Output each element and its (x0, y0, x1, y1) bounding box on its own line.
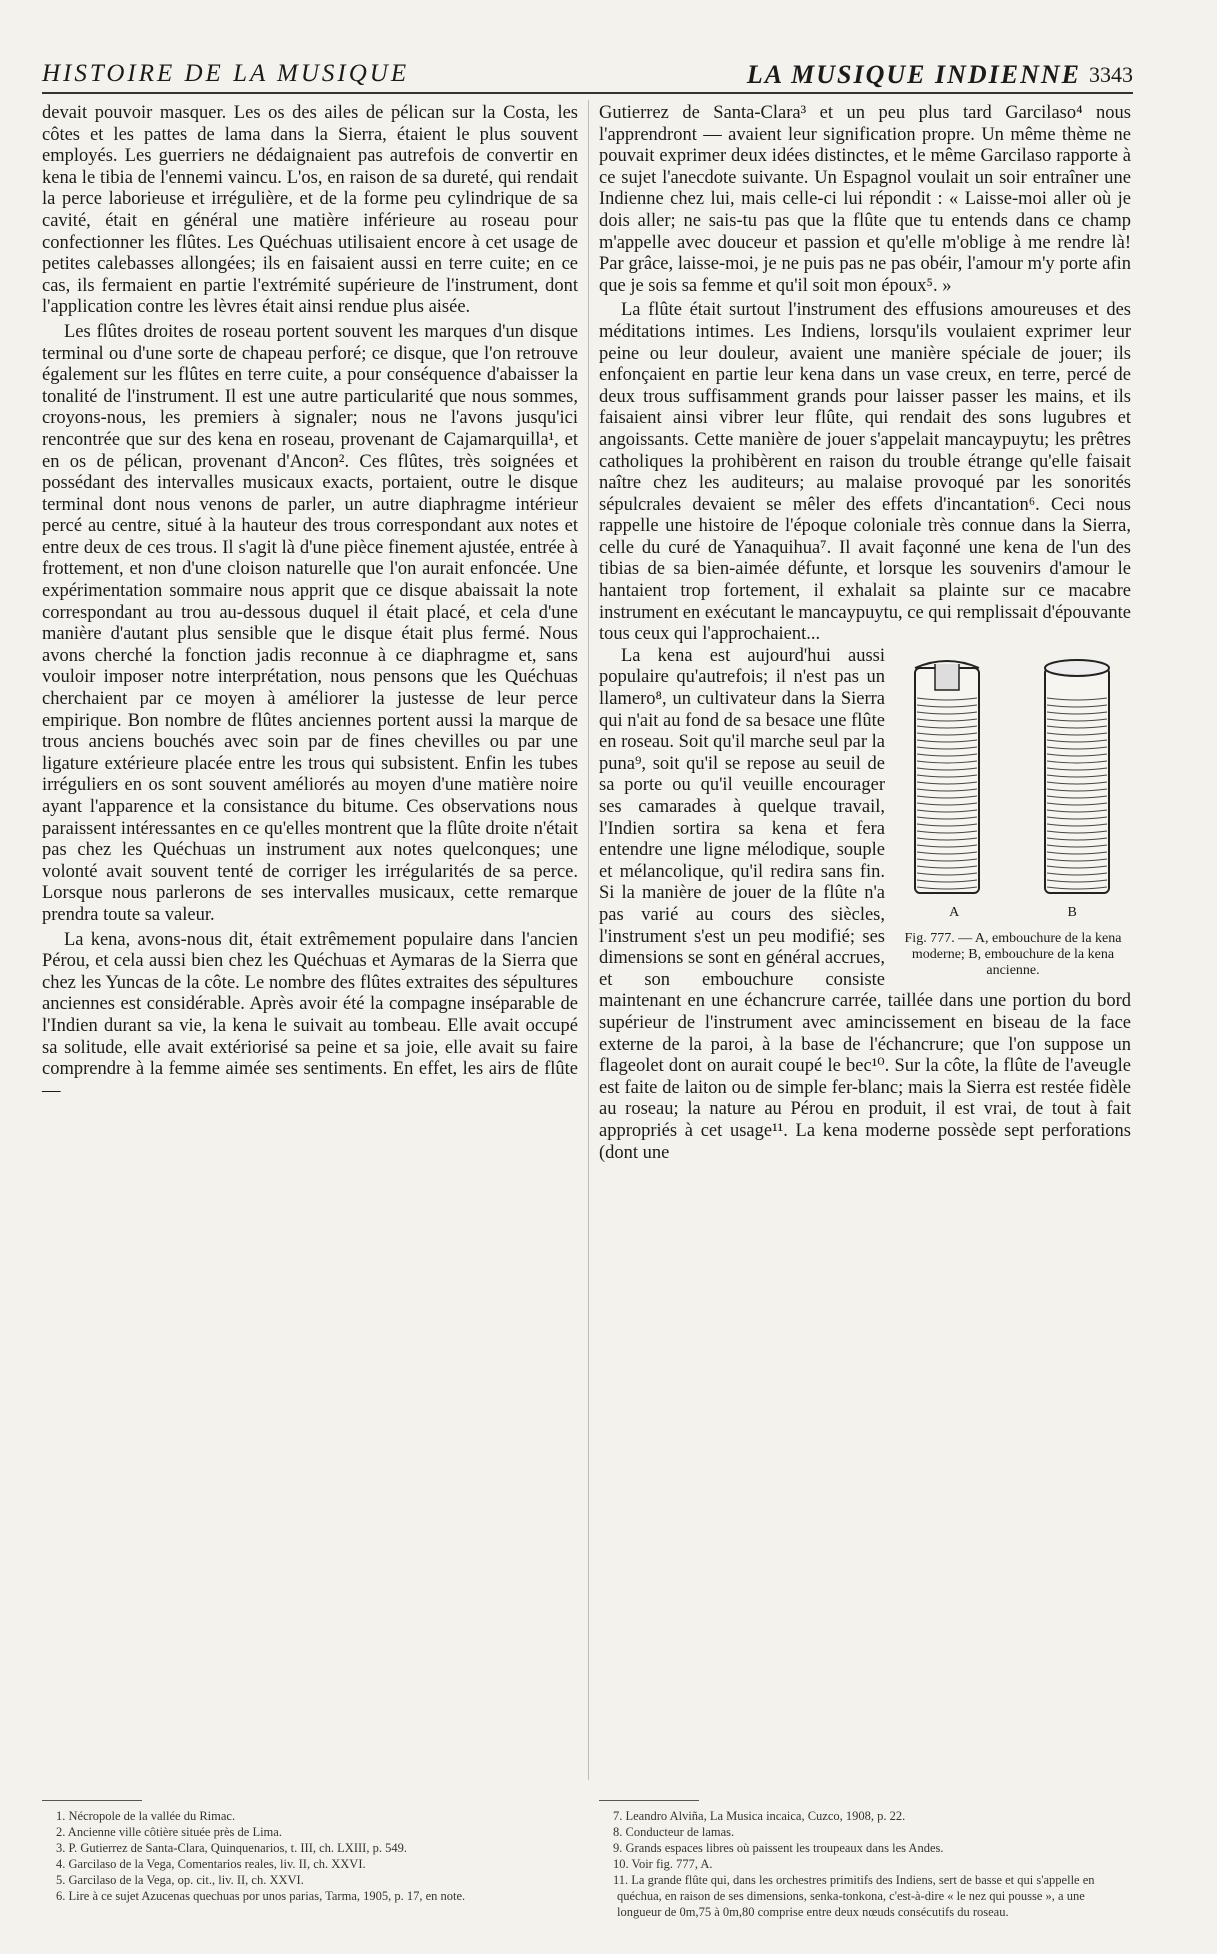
paragraph: devait pouvoir masquer. Les os des ailes de pélican sur la Costa, les côtes et les pattes de lama dans la Sierra, étaient le plus souvent employés. Les guerriers ne dédaignaient pas autrefois de convertir en kena le tibia de l'ennemi vaincu. L'os, en raison de sa dureté, qui rendait la perce laborieuse et irrégulière, et de la forme peu cylindrique de sa cavité, était en général une matière inférieure au roseau pour confectionner les flûtes. Les Quéchuas utilisaient encore à cet usage de petites calebasses allongées; ils en faisaient aussi en terre cuite; en ce cas, ils fermaient en partie l'extrémité supérieure de l'instrument, dont l'application contre les lèvres était ainsi rendue plus aisée. (42, 103, 578, 318)
column-divider (588, 100, 589, 1780)
footnote: 2. Ancienne ville côtière située près de Lima. (56, 1825, 282, 1839)
flute-mouthpieces-illustration (895, 650, 1131, 900)
running-header (42, 60, 1133, 92)
left-column (42, 103, 578, 1102)
footnote: 1. Nécropole de la vallée du Rimac. (56, 1809, 236, 1823)
right-column (599, 103, 1131, 1164)
figure-label-a: A (949, 904, 960, 920)
footnote: 7. Leandro Alviña, La Musica incaica, Cuzco, 1908, p. 22. (613, 1809, 906, 1823)
header-rule (42, 92, 1133, 94)
page-number: 3343 (1089, 62, 1133, 87)
footnotes-left (42, 1808, 572, 1904)
paragraph: La flûte était surtout l'instrument des effusions amoureuses et des méditations intimes. Les Indiens, lorsqu'ils voulaient exprimer leur peine ou leur douleur, avaient une manière spéciale de jouer; ils enfonçaient en partie leur kena dans un vase creux, en terre, percé de deux trous suffisamment grands pour laisser passer les mains, et ils faisaient ainsi vibrer leur flûte, qui rendait des sons lugubres et angoissants. Cette manière de jouer s'appelait mancaypuytu; les prêtres catholiques la prohibèrent en raison du trouble étrange qu'elle faisait naître chez les auditeurs; au malaise provoqué par les sonorités sépulcrales devaient se mêler des effets d'incantation⁶. Ceci nous rappelle une histoire de l'époque coloniale très connue dans la Sierra, celle du curé de Yanaquihua⁷. Il avait façonné une kena de l'un des tibias de sa bien-aimée défunte, et lorsque les souvenirs d'amour le hantaient trop fortement, il exhalait sa plainte sur ce macabre instrument en exécutant le mancaypuytu, ce qui remplissait d'épouvante tous ceux qui l'approchaient... (599, 300, 1131, 645)
footnote: 10. Voir fig. 777, A. (613, 1857, 713, 1871)
figure-caption: Fig. 777. — A, embouchure de la kena moderne; B, embouchure de la kena ancienne. (904, 931, 1122, 979)
footnote: 5. Garcilaso de la Vega, op. cit., liv. II, ch. XXVI. (56, 1873, 304, 1887)
footnote-rule-right (599, 1800, 699, 1801)
footnote: 4. Garcilaso de la Vega, Comentarios reales, liv. II, ch. XXVI. (56, 1857, 366, 1871)
footnotes-right (599, 1808, 1131, 1920)
footnote: 6. Lire à ce sujet Azucenas quechuas por unos parias, Tarma, 1905, p. 17, en note. (56, 1889, 466, 1903)
header-book-title: HISTOIRE DE LA MUSIQUE (42, 60, 410, 87)
paragraph: Les flûtes droites de roseau portent souvent les marques d'un disque terminal ou d'une sorte de chapeau perforé; ce disque, que l'on retrouve également sur les flûtes en terre cuite, a pour conséquence d'abaisser la tonalité de l'instrument. Il est une autre particularité que nous sommes, croyons-nous, les premiers à signaler; nous ne l'avons jusqu'ici rencontrée que sur des kena en roseau, provenant de Cajamarquilla¹, et en os de pélican, provenant d'Ancon². Ces flûtes, très soignées et possédant des intervalles musicaux exacts, portaient, outre le disque terminal dont nous venons de parler, un autre diaphragme intérieur percé au centre, situé à la hauteur des trous correspondant aux notes et entre deux de ces trous. Il s'agit là d'une pièce finement ajustée, entrée à frottement, et non d'une cloison naturelle que l'on aurait enfoncée. Une expérimentation sommaire nous apprit que ce disque abaissait la note correspondant au trou au-dessous duquel il était placé, et cela d'une manière d'autant plus sensible que le disque était plus fermé. Nous avons cherché la fonction jadis reconnue à ce diaphragme et, sans vouloir imposer notre interprétation, nous pensons que les Quéchuas cherchaient par ce moyen à améliorer la justesse de leur perce empirique. Bon nombre de flûtes anciennes portent aussi la marque de trous anciens bouchés avec soin par de fines chevilles ou par une ligature extérieure placée entre les trous qui subsistent. Enfin les tubes irréguliers en os sont souvent améliorés au moyen d'une matière noire ayant l'apparence et la consistance du bitume. Ces observations nous paraissent intéressantes en ce qu'elles montrent que la flûte droite n'était pas chez les Quéchuas un instrument aux notes quelconques; une volonté avait souvent tenté de corriger les irrégularités de sa perce. Lorsque nous parlerons de ses intervalles musicaux, cette remarque prendra toute sa valeur. (42, 321, 578, 925)
figure-777 (895, 650, 1131, 980)
paragraph: La kena, avons-nous dit, était extrêmement populaire dans l'ancien Pérou, et cela aussi bien chez les Quéchuas et Aymaras de la Sierra que chez les Yuncas de la côte. Le nombre des flûtes extraites des sépultures anciennes est considérable. Après avoir été la compagne inséparable de l'Indien durant sa vie, la kena le suivait au tombeau. Elle avait occupé sa solitude, elle avait extériorisé sa peine et sa joie, elle avait su faire comprendre à la femme aimée ses sentiments. En effet, les airs de flûte — (42, 929, 578, 1101)
footnote: 8. Conducteur de lamas. (613, 1825, 735, 1839)
footnote: 9. Grands espaces libres où paissent les troupeaux dans les Andes. (613, 1841, 944, 1855)
footnote-rule-left (42, 1800, 142, 1801)
footnote: 3. P. Gutierrez de Santa-Clara, Quinquenarios, t. III, ch. LXIII, p. 549. (56, 1841, 407, 1855)
paragraph: Gutierrez de Santa-Clara³ et un peu plus tard Garcilaso⁴ nous l'apprendront — avaient leur signification propre. Un même thème ne pouvait exprimer deux idées distinctes, et le même Garcilaso rapporte à ce sujet l'anecdote suivante. Un Espagnol voulait un soir entraîner une Indienne chez lui, mais celle-ci lui répondit : « Laisse-moi aller où je dois aller; ne sais-tu pas que la flûte que tu entends dans ce champ m'appelle avec douceur et passion et qu'elle m'oblige à me rendre là! Par grâce, laisse-moi, je ne puis pas ne pas obéir, l'amour m'y porte afin que je sois sa femme et qu'il soit mon époux⁵. » (599, 103, 1131, 296)
footnote: 11. La grande flûte qui, dans les orchestres primitifs des Indiens, sert de basse et qui s'appelle en quéchua, en raison de ses dimensions, senka-tonkona, c'est-à-dire « le nez qui pousse », a une longueur de 0m,75 à 0m,80 comprise entre deux nœuds consécutifs du roseau. (613, 1873, 1095, 1919)
paragraph: La kena est aujourd'hui aussi populaire qu'autrefois; il n'est pas un llamero⁸, un cultivateur dans la Sierra qui n'ait au fond de sa besace une flûte en roseau. Soit qu'il marche seul par la puna⁹, soit qu'il se repose au seuil de sa porte ou qu'il veuille encourager ses camarades à quelque travail, l'Indien sortira sa kena et fera entendre une ligne mélodique, souple et mélancolique, qu'il redira sans fin. Si la manière de jouer de la flûte n'a pas varié au cours des siècles, l'instrument s'est un peu modifié; ses dimensions se sont en général accrues, et son embouchure consiste maintenant en une échancrure carrée, taillée dans une portion du bord supérieur de l'instrument avec amincissement en biseau de la face externe de la paroi, à la base de l'échancrure; que l'on suppose un flageolet dont on aurait coupé le bec¹⁰. Sur la côte, la flûte de l'aveugle est faite de laiton ou de simple fer-blanc; mais la Sierra est restée fidèle au roseau; la nature au Pérou en produit, il est vrai, de tout à fait appropriés à cet usage¹¹. La kena moderne possède sept perforations (dont une (599, 645, 1131, 1163)
figure-label-b: B (1067, 904, 1077, 920)
header-chapter-title: LA MUSIQUE INDIENNE (746, 60, 1081, 89)
